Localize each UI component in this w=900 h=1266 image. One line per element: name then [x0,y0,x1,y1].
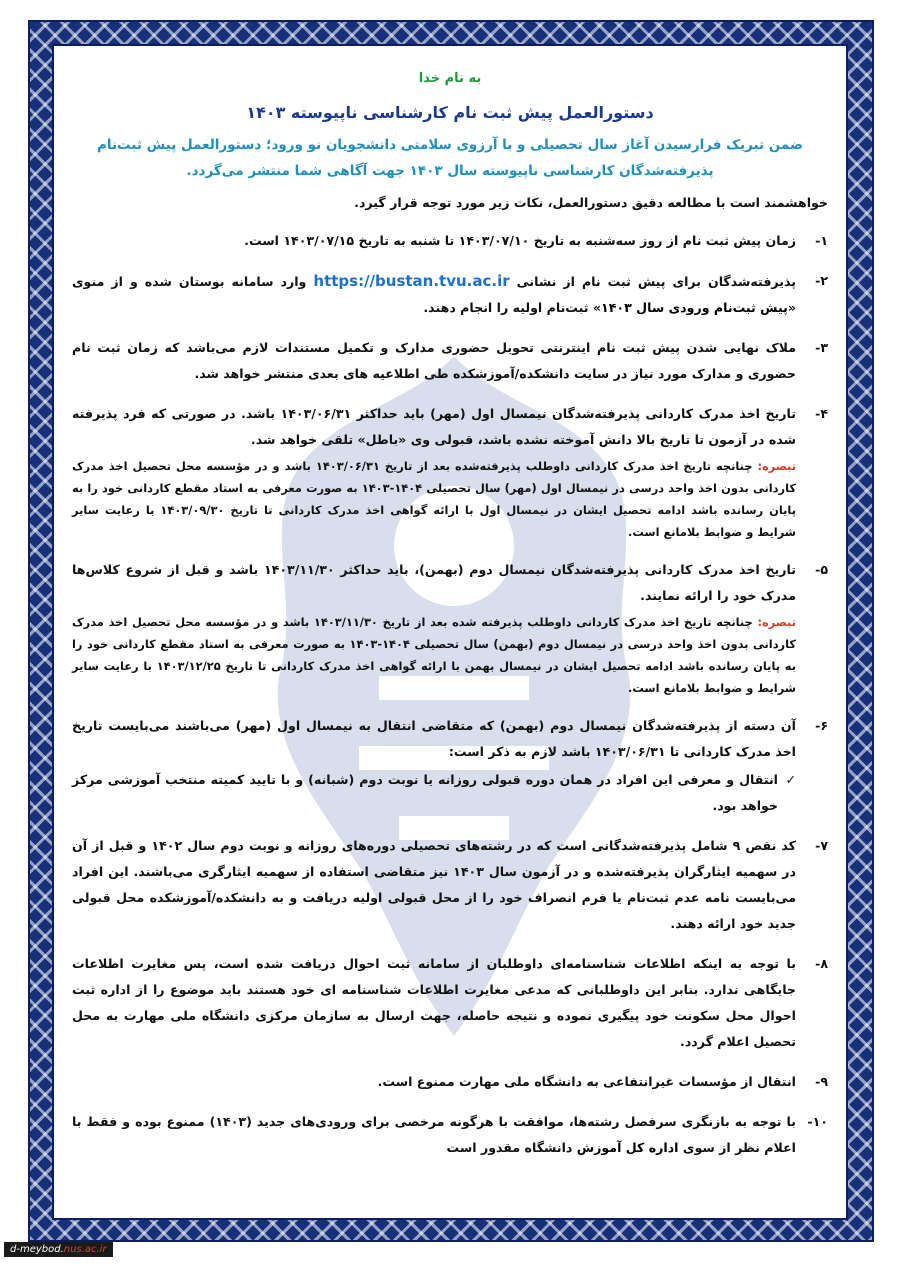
menu-name: پیش ثبت‌نام ورودی سال ۱۴۰۳ [601,300,788,315]
item-text [72,268,796,321]
list-item-2 [72,268,828,321]
item-note [72,611,796,699]
note-label: تبصره: [757,459,796,473]
item-text-part: دانشگاه مقدور است [446,1140,573,1155]
item-text [72,1109,796,1161]
item-text: تاریخ اخذ مدرک کاردانی پذیرفته‌شدگان نیمسال اول (مهر) باید حداکثر ۱۴۰۳/۰۶/۳۱ باشد. در صورتی که فرد پذیرفته شده در آزمون تا تاریخ بالا دانش آموخته نشده باشد، قبولی وی «باطل» تلقی خواهد شد. [72,406,796,447]
item-text: کد نقص ۹ شامل پذیرفته‌شدگانی است که در رشته‌های تحصیلی دوره‌های روزانه و نوبت دوم سال ۱۴۰۲ و قبل از آن در سهمیه ایثارگران پذیرفته‌شده و در آزمون سال ۱۴۰۳ نیز متقاضی استفاده از سهمیه ایثارگری می‌باشند. این افراد می‌بایست نامه عدم ثبت‌نام یا فرم انصراف خود را از محل قبولی اولیه دریافت و به دانشکده/آموزشکده محل قبولی جدید خود ارائه دهند. [72,838,797,931]
item-text: با توجه به اینکه اطلاعات شناسنامه‌ای داوطلبان از سامانه ثبت احوال دریافت شده است، پس مغایرت اطلاعات جایگاهی ندارد. بنابر این داوطلبانی که مدعی مغایرت اطلاعات شناسنامه ای خود هستند باید موضوع را از اداره ثبت احوال محل سکونت خود پیگیری نموده و نتیجه حاصله، جهت ارسال به سازمان مرکزی دانشگاه ملی مهارت به محل تحصیل اعلام گردد. [72,956,796,1049]
bustan-link[interactable]: https://bustan.tvu.ac.ir [313,272,510,290]
page-title: دستورالعمل پیش ثبت نام کارشناسی ناپیوسته ۱۴۰۳ [246,103,654,122]
note-text: چنانچه تاریخ اخذ مدرک کاردانی داوطلب پذیرفته‌شده بعد از تاریخ ۱۴۰۳/۰۶/۳۱ باشد و در مؤسسه محل تحصیل اخذ مدرک کاردانی بدون اخذ واحد درسی در نیمسال اول (مهر) سال تحصیلی ۱۴۰۴-۱۴۰۳ به صورت معرفی به استاد مقطع کاردانی خود را به پایان رسانده باشد ادامه تحصیل ایشان در نیمسال اول با ارائه گواهی اخذ مدرک کاردانی تا تاریخ ۱۴۰۳/۰۹/۳۰ با رعایت سایر شرایط و ضوابط بلامانع است. [72,459,796,539]
list-item-5 [72,557,828,699]
item-text: ملاک نهایی شدن پیش ثبت نام اینترنتی تحویل حضوری مدارک و تکمیل مستندات لازم می‌باشد که زمان ثبت نام حضوری و مدارک مورد نیاز در سایت دانشکده/آموزشکده طی اطلاعیه های بعدی منتشر خواهد شد. [72,340,796,381]
item-text: آن دسته از پذیرفته‌شدگان نیمسال دوم (بهمن) که متقاضی انتقال به نیمسال اول (مهر) می‌باشند می‌بایست تاریخ اخذ مدرک کاردانی تا ۱۴۰۳/۰۶/۳۱ باشد لازم به ذکر است: [72,718,796,759]
item-number: ۱۰- [807,1114,828,1129]
list-item-8 [72,951,828,1055]
checklist-text: انتقال و معرفی این افراد در همان دوره قبولی روزانه یا نوبت دوم (شبانه) و با تایید کمیته منتخب آموزشی مرکز خواهد بود. [72,772,778,813]
list-item-6 [72,713,828,819]
list-item-4 [72,401,828,543]
item-number: ۱- [815,233,828,248]
item-note [72,455,796,543]
source-url-domain: nus.ac.ir [63,1244,107,1255]
list-item-3 [72,335,828,387]
item-text: تاریخ اخذ مدرک کاردانی پذیرفته‌شدگان نیمسال دوم (بهمن)، باید حداکثر ۱۴۰۳/۱۱/۳۰ باشد و قبل از شروع کلاس‌ها مدرک خود را ارائه نمایند. [72,562,796,603]
item-number: ۶- [815,718,828,733]
item-number: ۵- [815,562,828,577]
item-number: ۹- [815,1074,828,1089]
department-name: اداره کل آموزش [576,1140,679,1155]
note-label: تبصره: [757,615,796,629]
item-text-part: » ثبت‌نام اولیه را انجام دهند. [423,300,602,315]
list-item-10 [72,1109,828,1161]
item-number: ۳- [815,340,828,355]
item-number: ۴- [815,406,828,421]
document-content [72,66,828,1175]
item-text-part: وارد سامانه بوستان شده و از منوی « [72,274,796,315]
checkmark-icon: ✓ [785,772,796,787]
item-text: زمان پیش ثبت نام از روز سه‌شنبه به تاریخ ۱۴۰۳/۰۷/۱۰ تا شنبه به تاریخ ۱۴۰۳/۰۷/۱۵ است. [244,233,796,248]
intro-paragraph: ضمن تبریک فرارسیدن آغاز سال تحصیلی و با آرزوی سلامتی دانشجویان نو ورود؛ دستورالعمل پیش ثبت‌نام پذیرفته‌شدگان کارشناسی ناپیوسته سال ۱۴۰۳ جهت آگاهی شما منتشر می‌گردد. [97,137,803,179]
item-number: ۸- [815,956,828,971]
item-text: انتقال از مؤسسات غیرانتفاعی به دانشگاه ملی مهارت ممنوع است. [377,1074,796,1089]
list-item-9 [72,1069,828,1095]
source-url-prefix: d-meybod. [10,1244,64,1255]
list-item-7 [72,833,828,937]
item-text-part: پذیرفته‌شدگان برای پیش ثبت نام از نشانی [516,274,797,289]
item-text-part: با توجه به بازنگری سرفصل رشته‌ها، موافقت با هرگونه مرخصی برای ورودی‌های جدید (۱۴۰۳) ممنوع بوده و فقط با اعلام نظر از سوی [72,1114,796,1155]
lead-paragraph: خواهشمند است با مطالعه دقیق دستورالعمل، نکات زیر مورد توجه قرار گیرد. [354,195,828,210]
note-text: چنانچه تاریخ اخذ مدرک کاردانی داوطلب پذیرفته شده بعد از تاریخ ۱۴۰۳/۱۱/۳۰ باشد و در مؤسسه محل تحصیل اخذ مدرک کاردانی بدون اخذ واحد درسی در نیمسال دوم (بهمن) سال تحصیلی ۱۴۰۴-۱۴۰۳ به صورت معرفی به استاد مقطع کاردانی خود را به پایان رسانده باشد ادامه تحصیل ایشان در نیمسال بهمن با ارائه گواهی اخذ مدرک کاردانی تا تاریخ ۱۴۰۳/۱۲/۲۵ با رعایت سایر شرایط و ضوابط بلامانع است. [72,615,797,695]
item-number: ۷- [815,838,828,853]
item-number: ۲- [815,273,828,288]
list-item-1 [72,228,828,254]
item-body [72,557,796,699]
document-page [52,44,848,1220]
item-body [72,713,796,819]
source-url-tag [4,1242,113,1257]
item-body [72,401,796,543]
checklist-item [72,767,796,819]
bismillah-heading: به نام خدا [418,71,482,86]
